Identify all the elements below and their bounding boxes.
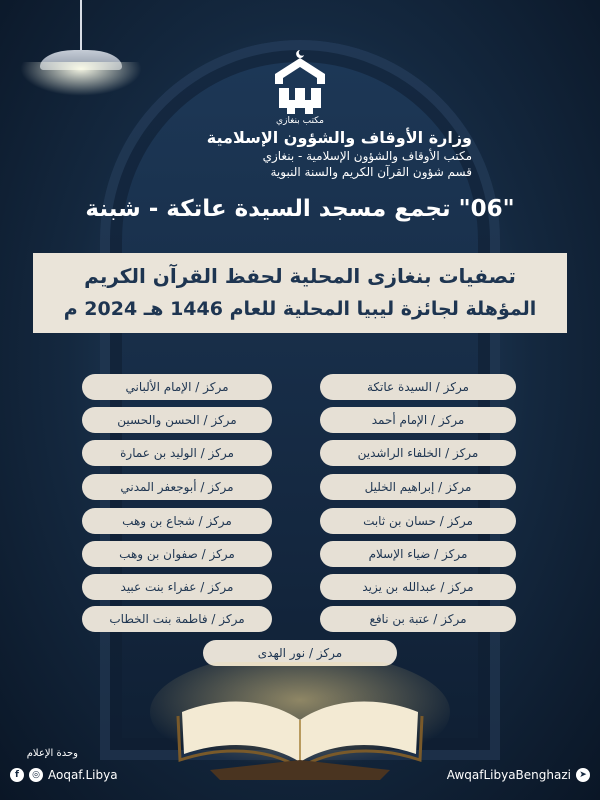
ministry-name: وزارة الأوقاف والشؤون الإسلامية — [206, 128, 472, 147]
banner-line-1: تصفيات بنغازى المحلية لحفظ القرآن الكريم — [84, 264, 516, 288]
center-pill: مركز / ضياء الإسلام — [320, 541, 516, 567]
competition-banner — [33, 253, 567, 333]
logo-caption: مكتب بنغازي — [276, 116, 324, 126]
media-unit-label: وحدة الإعلام — [26, 748, 78, 759]
left-handle-text: Aoqaf.Libya — [48, 768, 118, 782]
instagram-icon: ◎ — [29, 768, 43, 782]
center-pill: مركز / الوليد بن عمارة — [82, 440, 272, 466]
center-pill: مركز / أبوجعفر المدني — [82, 474, 272, 500]
ministry-header — [207, 128, 472, 180]
office-name: مكتب الأوقاف والشؤون الإسلامية - بنغازي — [262, 149, 472, 163]
center-pill: مركز / عبدالله بن يزيد — [320, 574, 516, 600]
facebook-instagram-handle[interactable] — [10, 768, 118, 782]
open-quran-illustration — [150, 662, 450, 782]
right-handle-text: AwqafLibyaBenghazi — [446, 768, 571, 782]
center-pill: مركز / الإمام الألباني — [82, 374, 272, 400]
center-pill: مركز / الإمام أحمد — [320, 407, 516, 433]
center-pill: مركز / عتبة بن نافع — [320, 606, 516, 632]
center-pill: مركز / حسان بن ثابت — [320, 508, 516, 534]
center-pill: مركز / السيدة عاتكة — [320, 374, 516, 400]
telegram-icon: ➤ — [576, 768, 590, 782]
banner-line-2: المؤهلة لجائزة ليبيا المحلية للعام 1446 هـ 2024 م — [63, 298, 537, 320]
center-pill: مركز / صفوان بن وهب — [82, 541, 272, 567]
center-pill: مركز / فاطمة بنت الخطاب — [82, 606, 272, 632]
center-pill: مركز / نور الهدى — [203, 640, 397, 666]
gathering-title: "06" تجمع مسجد السيدة عاتكة - شبنة — [85, 196, 515, 222]
telegram-handle[interactable] — [447, 768, 590, 782]
center-pill: مركز / الحسن والحسين — [82, 407, 272, 433]
awqaf-logo — [265, 48, 335, 126]
center-pill: مركز / الخلفاء الراشدين — [320, 440, 516, 466]
center-pill: مركز / إبراهيم الخليل — [320, 474, 516, 500]
department-name: قسم شؤون القرآن الكريم والسنة النبوية — [270, 165, 472, 179]
center-pill: مركز / عفراء بنت عبيد — [82, 574, 272, 600]
center-pill: مركز / شجاع بن وهب — [82, 508, 272, 534]
facebook-icon: f — [10, 768, 24, 782]
